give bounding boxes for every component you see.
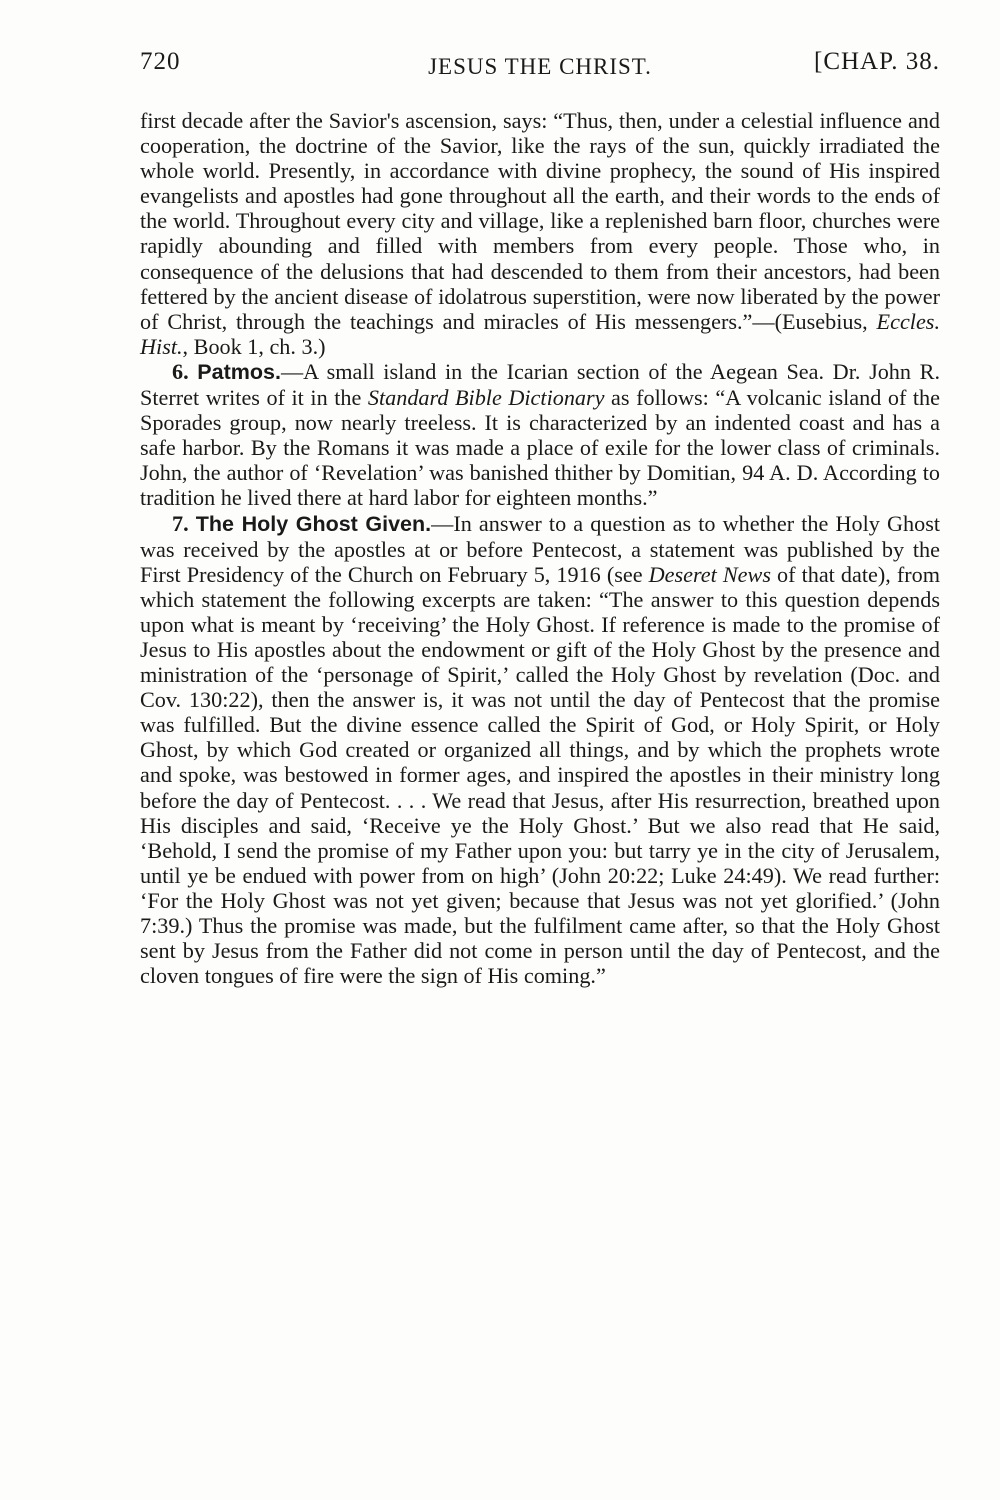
note-5-text: first decade after the Savior's ascension, says: “Thus, then, under a celestial influence and cooperation, the doctrine of the Savior, like the rays of the sun, quickly irradiated the whole world. Presently, in accordance with divine prophecy, the sound of His inspired evangelists and apostles had gone throughout all the earth, and their words to the ends of the world. Throughout every city and village, like a replenished barn floor, churches were rapidly abounding and filled with members from every people. Those who, in consequence of the delusions that had descended to them from their ancestors, had been fettered by the ancient disease of idolatrous superstition, were now liberated by the power of Christ, through the teachings and miracles of His messengers.”—(Eusebius, — [140, 108, 940, 334]
note-5-continuation — [140, 108, 940, 359]
note-6-number: 6. — [172, 358, 189, 384]
note-6-heading: Patmos. — [197, 359, 281, 384]
page-number: 720 — [140, 48, 181, 75]
note-7-text-a: —In answer to a question as to whether the Holy Ghost was received by the apostles at or before Pentecost, a statement was published by the First Presidency of the Church on February 5, 1916 (see — [140, 510, 940, 587]
note-7-source-title: Deseret News — [648, 561, 771, 587]
note-6 — [140, 359, 940, 511]
running-title: JESUS THE CHRIST. — [428, 54, 652, 79]
note-7-text-b: of that date), from which statement the following excerpts are taken: “The answer to this question depends upon what is meant by ‘receiving’ the Holy Ghost. If reference is made to the promise of Jesus to His apostles about the endowment or gift of the Holy Ghost by the presence and ministration of the ‘personage of Spirit,’ called the Holy Ghost by revelation (Doc. and Cov. 130:22), then the answer is, it was not until the day of Pentecost that the promise was fulfilled. But the divine essence called the Spirit of God, or Holy Spirit, or Holy Ghost, by which God created or organized all things, and by which the prophets wrote and spoke, was bestowed in former ages, and inspired the apostles in their ministry long before the day of Pentecost. . . . We read that Jesus, after His resurrection, breathed upon His disciples and said, ‘Receive ye the Holy Ghost.’ But we also read that He said, ‘Behold, I send the promise of my Father upon you: but tarry ye in the city of Jerusalem, until ye be endued with power from on high’ (John 20:22; Luke 24:49). We read further: ‘For the Holy Ghost was not yet given; because that Jesus was not yet glorified.’ (John 7:39.) Thus the promise was made, but the fulfilment came after, so that the Holy Ghost sent by Jesus from the Father did not come in person until the day of Pentecost, and the cloven tongues of fire were the sign of His coming.” — [140, 561, 940, 989]
page-body — [140, 108, 940, 988]
note-7-number: 7. — [172, 510, 189, 536]
note-6-text-b: as follows: “A volcanic island of the Sporades group, now nearly treeless. It is characterized by an indented coast and has a safe harbor. By the Romans it was made a place of exile for the lower class of criminals. John, the author of ‘Revelation’ was banished thither by Domitian, 94 A. D. According to tradition he lived there at hard labor for eighteen months.” — [140, 385, 940, 511]
note-5-cite-rest: , Book 1, ch. 3.) — [182, 333, 326, 359]
note-5-cite-title: Eccles. Hist. — [140, 308, 940, 359]
note-7 — [140, 511, 940, 989]
page-header — [140, 48, 940, 88]
note-7-heading: The Holy Ghost Given. — [195, 511, 432, 536]
note-6-text-a: —A small island in the Icarian section of the Aegean Sea. Dr. John R. Sterret writes of it in the — [140, 358, 940, 411]
note-6-source-title: Standard Bible Dictionary — [367, 385, 605, 411]
chapter-label: [CHAP. 38. — [814, 48, 940, 75]
